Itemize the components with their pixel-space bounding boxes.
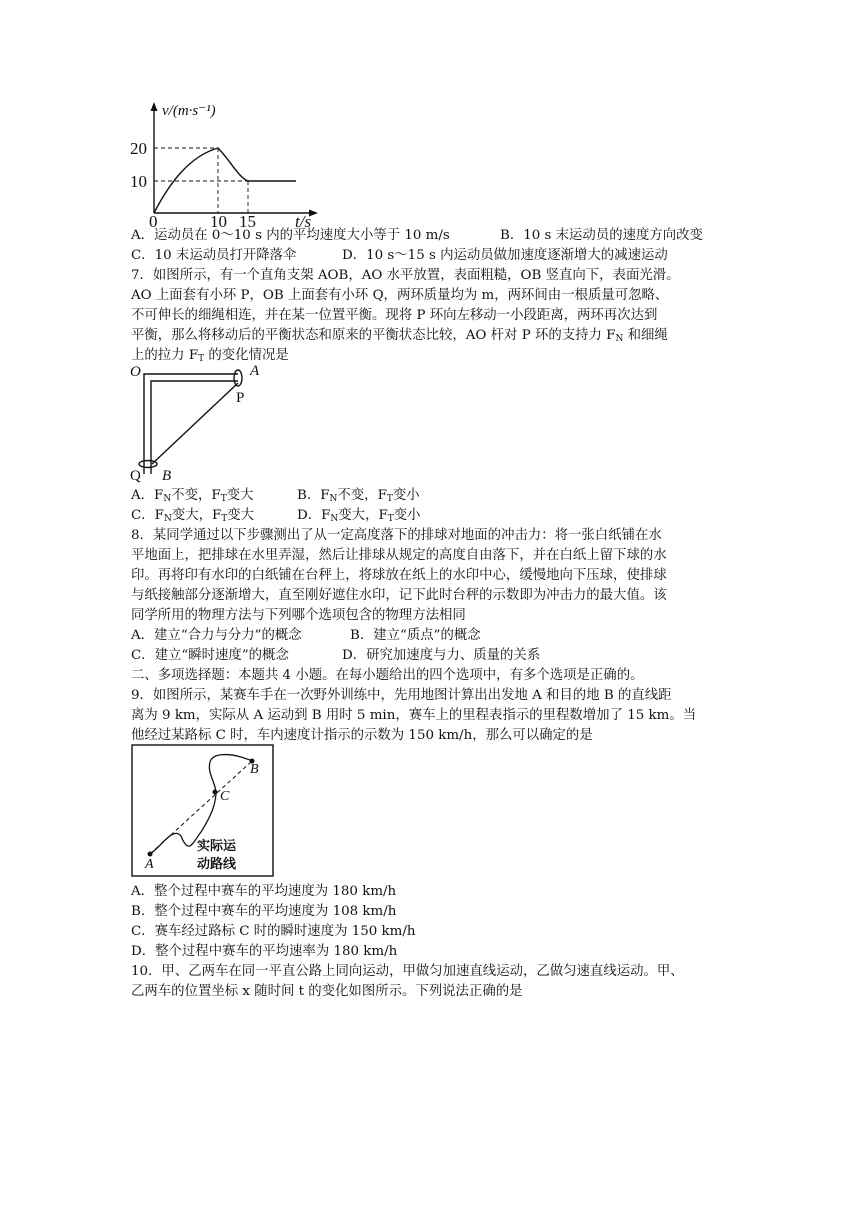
q7-line-1: 7．如图所示，有一个直角支架 AOB，AO 水平放置，表面粗糙，OB 竖直向下，表面光滑。 [131,268,680,283]
frame-figure [128,362,268,484]
q8-option-a: A．建立“合力与分力”的概念 [131,628,302,643]
q7-option-c: C．$F_N$变大，$F_T$变大 [131,508,255,524]
point-c [213,790,218,795]
vt-xtick-15: 15 [239,212,256,230]
section-2-heading: 二、多项选择题：本题共 4 小题。在每小题给出的四个选项中，有多个选项是正确的。 [131,668,644,683]
q6-option-b: B．10 s 末运动员的速度方向改变 [500,228,703,243]
q8-line-5: 同学所用的物理方法与下列哪个选项包含的物理方法相同 [131,608,466,623]
q7-option-d: D．$F_N$变大，$F_T$变小 [297,508,421,524]
vt-y-arrow [151,102,158,111]
q7-line-5: 上的拉力 $F_T$ 的变化情况是 [131,348,289,364]
rope [152,383,238,464]
q6-option-d: D．10 s～15 s 内运动员做加速度逐渐增大的减速运动 [342,248,668,263]
q8-line-3: 印。再将印有水印的白纸铺在台秤上，将球放在纸上的水印中心，缓慢地向下压球，使排球 [131,568,667,583]
ring-q [139,461,157,468]
vt-curve [154,148,296,213]
q9-option-a: A．整个过程中赛车的平均速度为 180 km/h [131,884,397,899]
q6-option-c: C．10 末运动员打开降落伞 [131,248,297,263]
route-caption-1: 实际运 [197,838,237,853]
route-figure [131,744,274,878]
vt-ytick-20: 20 [130,139,147,158]
vt-xlabel: t/s [295,212,312,230]
route-caption-2: 动路线 [197,856,237,871]
q9-line-2: 离为 9 km，实际从 A 运动到 B 用时 5 min，赛车上的里程表指示的里程数增加了 15 km。当 [131,708,697,723]
route-label-b: B [250,762,259,777]
vt-graph [128,100,328,230]
label-p: P [236,390,245,406]
q8-option-b: B．建立“质点”的概念 [350,628,481,643]
route-label-c: C [220,789,230,804]
vt-ytick-10: 10 [130,172,147,191]
q8-line-1: 8．某同学通过以下步骤测出了从一定高度落下的排球对地面的冲击力：将一张白纸铺在水 [131,528,662,543]
point-a [148,852,153,857]
q9-option-d: D．整个过程中赛车的平均速率为 180 km/h [131,944,398,959]
q9-line-3: 他经过某路标 C 时，车内速度计指示的示数为 150 km/h，那么可以确定的是 [131,728,593,743]
q8-option-d: D．研究加速度与力、质量的关系 [342,648,541,663]
q10-line-2: 乙两车的位置坐标 x 随时间 t 的变化如图所示。下列说法正确的是 [131,984,523,999]
q10-line-1: 10．甲、乙两车在同一平直公路上同向运动，甲做匀加速直线运动，乙做匀速直线运动。甲、 [131,964,684,979]
q7-option-b: B．$F_N$不变，$F_T$变小 [297,488,420,504]
vt-xtick-0: 0 [149,212,158,230]
q7-line-2: AO 上面套有小环 P，OB 上面套有小环 Q，两环质量均为 m，两环间由一根质量可忽略、 [131,288,669,303]
q6-option-a: A．运动员在 0～10 s 内的平均速度大小等于 10 m/s [131,228,450,243]
vt-xtick-10: 10 [210,212,227,230]
label-b: B [162,468,172,484]
q8-option-c: C．建立“瞬时速度”的概念 [131,648,289,663]
q9-option-c: C．赛车经过路标 C 时的瞬时速度为 150 km/h [131,924,416,939]
q7-line-4: 平衡，那么将移动后的平衡状态和原来的平衡状态比较，AO 杆对 P 环的支持力 $F_N$ 和细绳 [131,328,668,344]
q9-line-1: 9．如图所示，某赛车手在一次野外训练中，先用地图计算出出发地 A 和目的地 B 的直线距 [131,688,672,703]
q7-option-a: A．$F_N$不变，$F_T$变大 [131,488,254,504]
label-o: O [130,364,141,380]
label-a: A [250,363,260,379]
route-label-a: A [145,857,154,872]
q8-line-4: 与纸接触部分逐渐增大，直至刚好遮住水印，记下此时台秤的示数即为冲击力的最大值。该 [131,588,667,603]
q7-line-3: 不可伸长的细绳相连，并在某一位置平衡。现将 P 环向左移动一小段距离，两环再次达到 [131,308,658,323]
label-q: Q [130,468,141,484]
vt-ylabel: v/(m·s⁻¹) [162,103,216,119]
q8-line-2: 平地面上，把排球在水里弄湿，然后让排球从规定的高度自由落下，并在白纸上留下球的水 [131,548,667,563]
q9-option-b: B．整个过程中赛车的平均速度为 108 km/h [131,904,397,919]
